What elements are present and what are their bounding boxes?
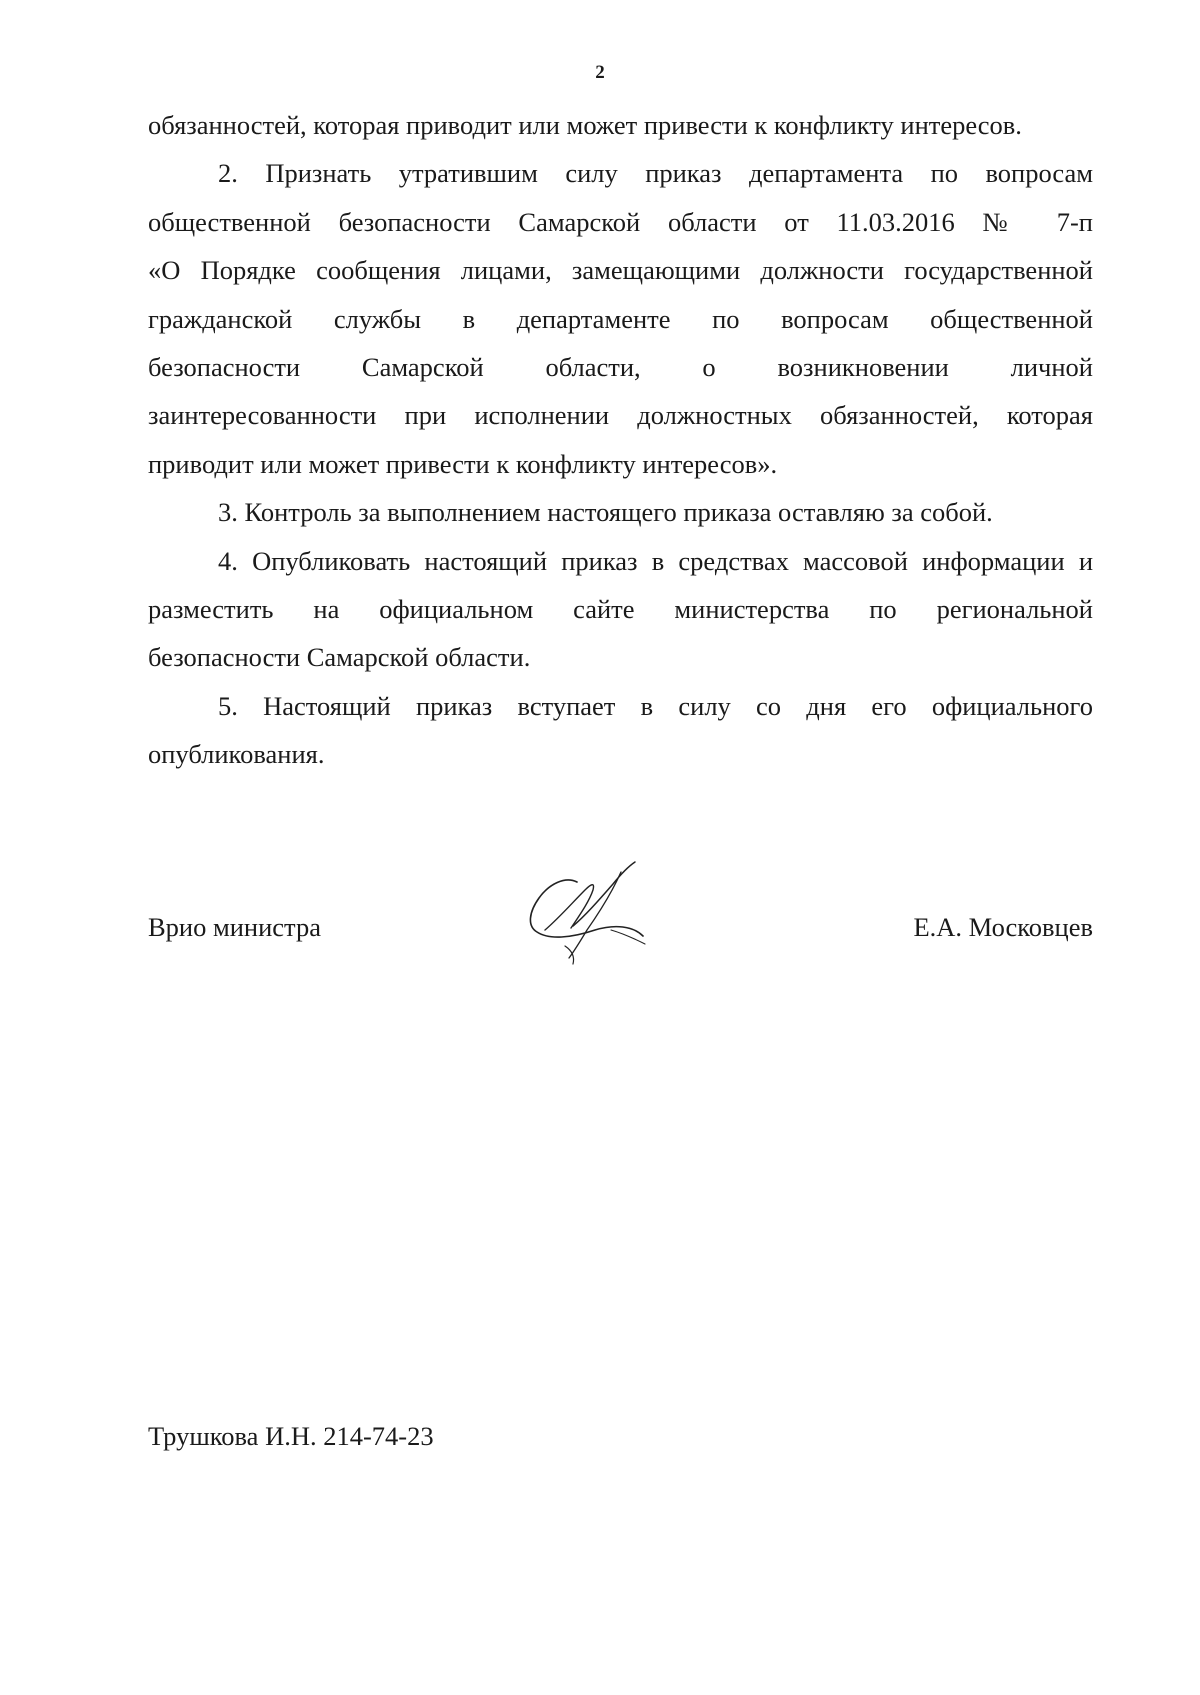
- text-line: безопасности Самарской области.: [148, 642, 531, 673]
- text-line: опубликования.: [148, 739, 325, 770]
- paragraph-2: [148, 149, 1093, 488]
- paragraph-5: [148, 682, 1093, 779]
- text-line: 4. Опубликовать настоящий приказ в средствах массовой информации и: [218, 545, 1093, 576]
- executor-contact: Трушкова И.Н. 214-74-23: [148, 1421, 434, 1451]
- page-number: 2: [595, 62, 605, 83]
- signature-block: [148, 904, 1093, 964]
- handwritten-signature: [515, 860, 660, 975]
- paragraph-4: [148, 537, 1093, 682]
- text-line: 5. Настоящий приказ вступает в силу со дня его официального: [218, 690, 1093, 721]
- text-line: безопасности Самарской области, о возникновении личной: [148, 352, 1093, 383]
- text-line: гражданской службы в департаменте по вопросам общественной: [148, 303, 1093, 334]
- paragraph-3: [148, 488, 1093, 536]
- signatory-position: Врио министра: [148, 912, 321, 942]
- text-line: 3. Контроль за выполнением настоящего приказа оставляю за собой.: [218, 497, 993, 528]
- text-line: «О Порядке сообщения лицами, замещающими должности государственной: [148, 255, 1093, 286]
- document-body: [148, 101, 1093, 779]
- text-line: разместить на официальном сайте министерства по региональной: [148, 594, 1093, 625]
- text-line: обязанностей, которая приводит или может привести к конфликту интересов.: [148, 110, 1022, 140]
- signatory-name: Е.А. Московцев: [913, 912, 1093, 942]
- paragraph-1-continuation: [148, 101, 1093, 149]
- text-line: заинтересованности при исполнении должностных обязанностей, которая: [148, 400, 1093, 431]
- text-line: общественной безопасности Самарской области от 11.03.2016 № 7-п: [148, 206, 1093, 237]
- text-line: 2. Признать утратившим силу приказ департамента по вопросам: [218, 158, 1093, 189]
- text-line: приводит или может привести к конфликту интересов».: [148, 448, 778, 479]
